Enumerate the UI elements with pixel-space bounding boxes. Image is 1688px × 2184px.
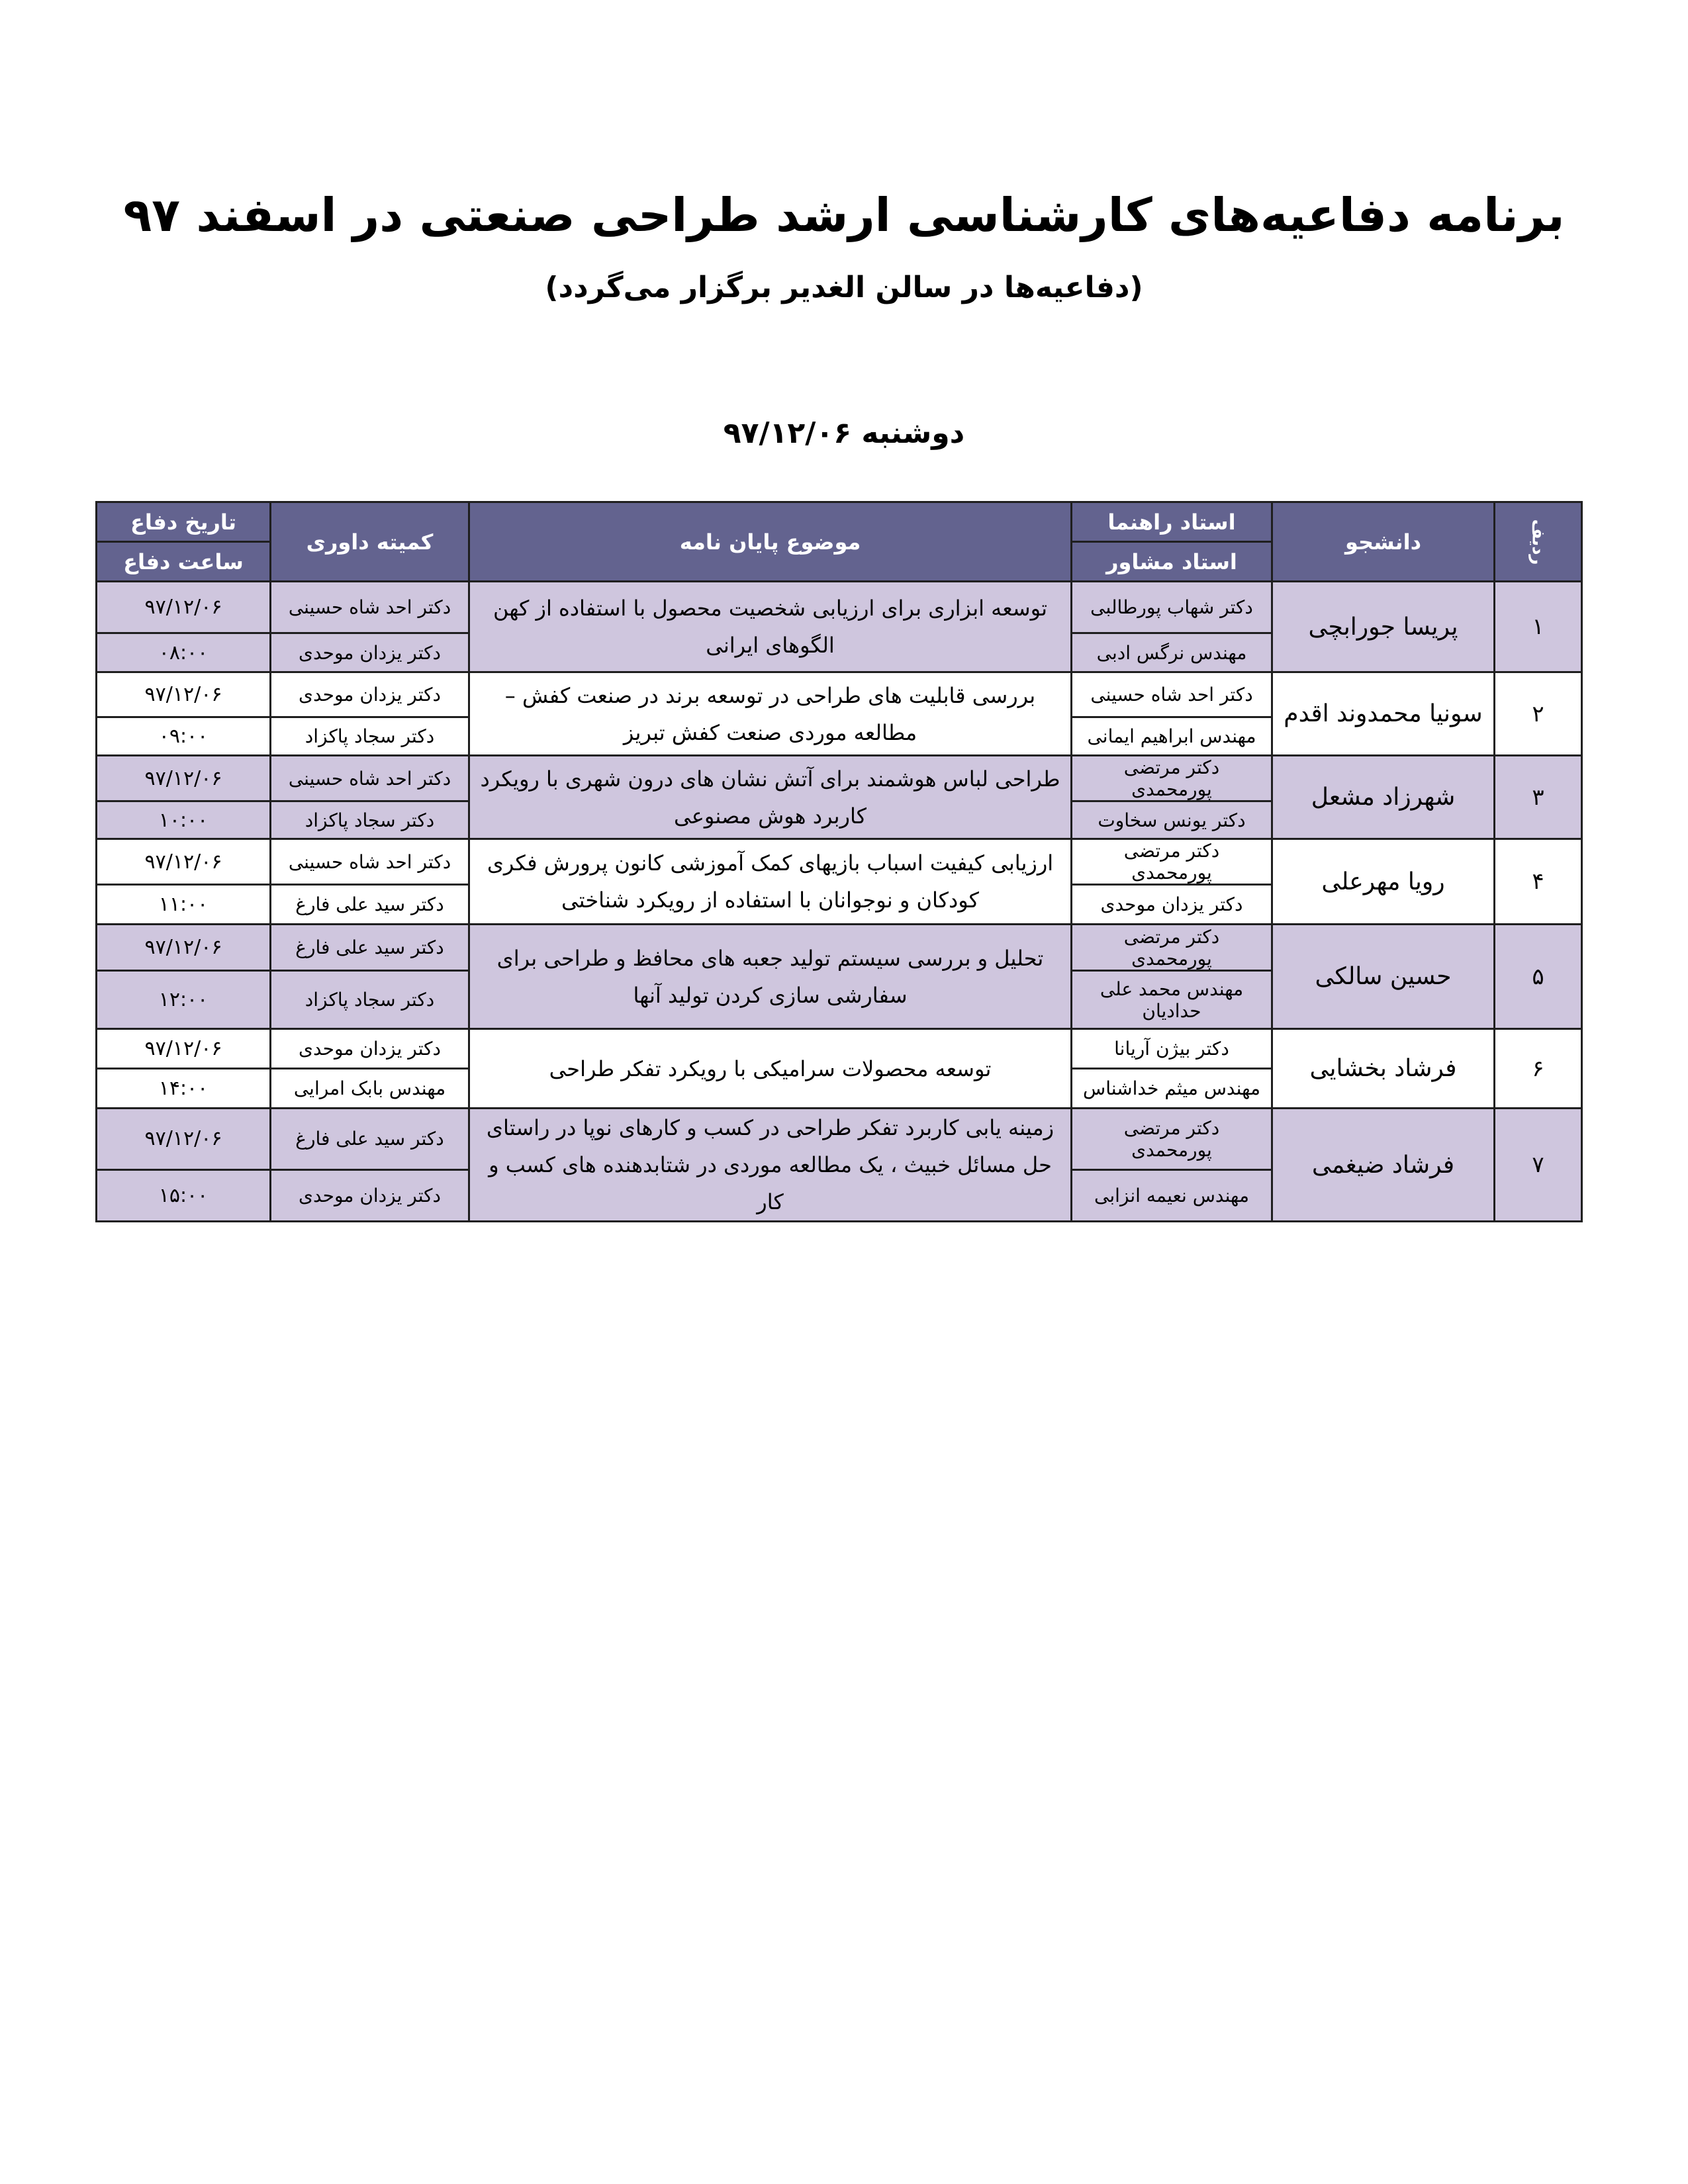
committee-member: دکتر یزدان موحدی [271, 1169, 469, 1221]
student-name: رویا مهرعلی [1272, 839, 1495, 925]
advisor-name: مهندس نرگس ادبی [1072, 633, 1272, 672]
defense-date: ۹۷/۱۲/۰۶ [97, 672, 271, 717]
committee-member: دکتر سید علی فارغ [271, 885, 469, 925]
day-heading: دوشنبه ۹۷/۱۲/۰۶ [723, 416, 965, 450]
header-row-number: ردیف [1495, 502, 1582, 582]
advisor-name: دکتر یزدان موحدی [1072, 885, 1272, 925]
supervisor-name: دکتر بیژن آریانا [1072, 1029, 1272, 1069]
committee-member: مهندس بابک امرایی [271, 1069, 469, 1109]
defense-date: ۹۷/۱۲/۰۶ [97, 1029, 271, 1069]
thesis-topic: تحلیل و بررسی سیستم تولید جعبه های محافظ و طراحی برای سفارشی سازی کردن تولید آنها [469, 925, 1072, 1029]
table-row [97, 756, 1582, 801]
defense-time: ۱۰:۰۰ [97, 801, 271, 839]
committee-member: دکتر یزدان موحدی [271, 672, 469, 717]
defense-date: ۹۷/۱۲/۰۶ [97, 1109, 271, 1170]
advisor-name: مهندس نعیمه انزابی [1072, 1169, 1272, 1221]
table-row [97, 925, 1582, 971]
committee-member: دکتر یزدان موحدی [271, 633, 469, 672]
supervisor-name: دکتر مرتضی پورمحمدی [1072, 1109, 1272, 1170]
supervisor-name: دکتر مرتضی پورمحمدی [1072, 839, 1272, 885]
committee-member: دکتر یزدان موحدی [271, 1029, 469, 1069]
document-subtitle: (دفاعیه‌ها در سالن الغدیر برگزار می‌گردد) [545, 271, 1143, 304]
table-row [97, 582, 1582, 633]
supervisor-name: دکتر مرتضی پورمحمدی [1072, 756, 1272, 801]
supervisor-name: دکتر احد شاه حسینی [1072, 672, 1272, 717]
table-body [97, 582, 1582, 1222]
row-number: ۶ [1495, 1029, 1582, 1109]
committee-member: دکتر سید علی فارغ [271, 925, 469, 971]
defense-date: ۹۷/۱۲/۰۶ [97, 839, 271, 885]
supervisor-name: دکتر مرتضی پورمحمدی [1072, 925, 1272, 971]
row-number: ۴ [1495, 839, 1582, 925]
advisor-name: مهندس میثم خداشناس [1072, 1069, 1272, 1109]
defense-time: ۱۴:۰۰ [97, 1069, 271, 1109]
defense-schedule-table [95, 501, 1583, 1222]
defense-date: ۹۷/۱۲/۰۶ [97, 582, 271, 633]
committee-member: دکتر احد شاه حسینی [271, 582, 469, 633]
row-number: ۷ [1495, 1109, 1582, 1222]
student-name: پریسا جورابچی [1272, 582, 1495, 672]
table-row [97, 1109, 1582, 1170]
defense-time: ۱۲:۰۰ [97, 971, 271, 1029]
student-name: سونیا محمدوند اقدم [1272, 672, 1495, 756]
header-student: دانشجو [1272, 502, 1495, 582]
table-row [97, 839, 1582, 885]
header-advisor: استاد مشاور [1072, 542, 1272, 582]
committee-member: دکتر سید علی فارغ [271, 1109, 469, 1170]
document-title: برنامه دفاعیه‌های کارشناسی ارشد طراحی صنعتی در اسفند ۹۷ [123, 188, 1565, 242]
defense-date: ۹۷/۱۲/۰۶ [97, 925, 271, 971]
student-name: فرشاد ضیغمی [1272, 1109, 1495, 1222]
table-row [97, 1029, 1582, 1069]
thesis-topic: ارزیابی کیفیت اسباب بازیهای کمک آموزشی کانون پرورش فکری کودکان و نوجوانان با استفاده از رویکرد شناختی [469, 839, 1072, 925]
committee-member: دکتر احد شاه حسینی [271, 756, 469, 801]
header-topic: موضوع پایان نامه [469, 502, 1072, 582]
defense-time: ۱۵:۰۰ [97, 1169, 271, 1221]
defense-time: ۰۸:۰۰ [97, 633, 271, 672]
supervisor-name: دکتر شهاب پورطالبی [1072, 582, 1272, 633]
header-defense-time: ساعت دفاع [97, 542, 271, 582]
row-number: ۳ [1495, 756, 1582, 839]
advisor-name: مهندس ابراهیم ایمانی [1072, 717, 1272, 756]
thesis-topic: توسعه محصولات سرامیکی با رویکرد تفکر طراحی [469, 1029, 1072, 1109]
committee-member: دکتر سجاد پاکزاد [271, 717, 469, 756]
table-header [97, 502, 1582, 582]
defense-time: ۰۹:۰۰ [97, 717, 271, 756]
thesis-topic: طراحی لباس هوشمند برای آتش نشان های درون شهری با رویکرد کاربرد هوش مصنوعی [469, 756, 1072, 839]
advisor-name: مهندس محمد علی حدادیان [1072, 971, 1272, 1029]
header-defense-date: تاریخ دفاع [97, 502, 271, 542]
committee-member: دکتر سجاد پاکزاد [271, 801, 469, 839]
advisor-name: دکتر یونس سخاوت [1072, 801, 1272, 839]
header-supervisor: استاد راهنما [1072, 502, 1272, 542]
defense-time: ۱۱:۰۰ [97, 885, 271, 925]
header-committee: کمیته داوری [271, 502, 469, 582]
student-name: شهرزاد مشعل [1272, 756, 1495, 839]
row-number: ۵ [1495, 925, 1582, 1029]
row-number: ۱ [1495, 582, 1582, 672]
committee-member: دکتر احد شاه حسینی [271, 839, 469, 885]
thesis-topic: بررسی قابلیت های طراحی در توسعه برند در صنعت کفش – مطالعه موردی صنعت کفش تبریز [469, 672, 1072, 756]
row-number: ۲ [1495, 672, 1582, 756]
student-name: حسین سالکی [1272, 925, 1495, 1029]
table-row [97, 672, 1582, 717]
committee-member: دکتر سجاد پاکزاد [271, 971, 469, 1029]
thesis-topic: زمینه یابی کاربرد تفکر طراحی در کسب و کارهای نوپا در راستای حل مسائل خبیث ، یک مطالعه موردی در شتابدهنده های کسب و کار [469, 1109, 1072, 1222]
thesis-topic: توسعه ابزاری برای ارزیابی شخصیت محصول با استفاده از کهن الگوهای ایرانی [469, 582, 1072, 672]
defense-date: ۹۷/۱۲/۰۶ [97, 756, 271, 801]
student-name: فرشاد بخشایی [1272, 1029, 1495, 1109]
